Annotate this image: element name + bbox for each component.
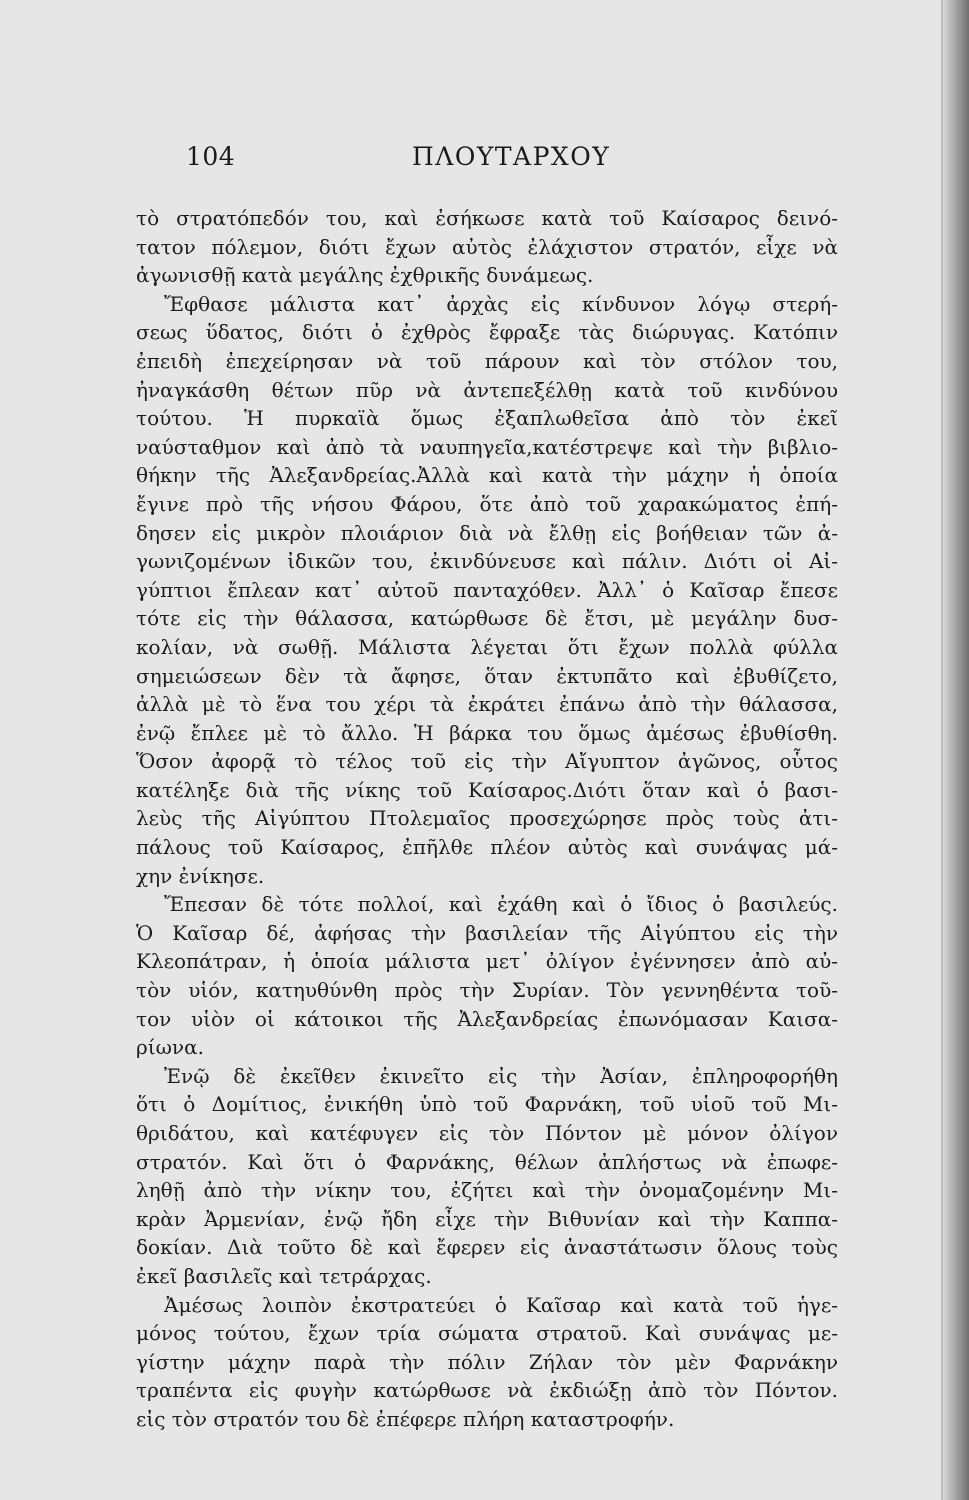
paragraph-2 — [136, 290, 838, 890]
text-line: πάλους τοῦ Καίσαρος, ἐπῆλθε πλέον αὐτὸς καὶ συνάψας μά- — [136, 835, 838, 860]
text-line: Ἐνῷ δὲ ἐκεῖθεν ἐκινεῖτο εἰς τὴν Ἀσίαν, ἐπληροφορήθη — [164, 1063, 838, 1088]
text-line: δησεν εἰς μικρὸν πλοιάριον διὰ νὰ ἔλθῃ εἰς βοήθειαν τῶν ἀ- — [136, 520, 838, 545]
text-line: στρατόν. Καὶ ὅτι ὁ Φαρνάκης, θέλων ἀπλήστως νὰ ἐπωφε- — [136, 1149, 838, 1174]
text-line: ρίωνα. — [136, 1035, 204, 1060]
page-header — [186, 142, 830, 182]
text-line: Ὅσον ἀφορᾷ τὸ τέλος τοῦ εἰς τὴν Αἴγυπτον ἀγῶνος, οὗτος — [136, 749, 838, 774]
body-text — [136, 204, 838, 1434]
text-line: ἀγωνισθῇ κατὰ μεγάλης ἐχθρικῆς δυνάμεως. — [136, 263, 594, 288]
page-edge-shadow — [943, 0, 969, 1500]
text-line: εἰς τὸν στρατόν του δὲ ἐπέφερε πλήρη καταστροφήν. — [136, 1406, 675, 1431]
text-line: γωνιζομένων ἰδικῶν του, ἐκινδύνευσε καὶ πάλιν. Διότι οἱ Αἰ- — [136, 549, 838, 574]
paragraph-5 — [136, 1291, 838, 1434]
text-line: Ἀμέσως λοιπὸν ἐκστρατεύει ὁ Καῖσαρ καὶ κατὰ τοῦ ἡγε- — [164, 1292, 838, 1317]
text-line: τούτου. Ἡ πυρκαϊὰ ὅμως ἐξαπλωθεῖσα ἀπὸ τὸν ἐκεῖ — [136, 406, 838, 431]
text-line: χην ἐνίκησε. — [136, 863, 265, 888]
text-line: θριδάτου, καὶ κατέφυγεν εἰς τὸν Πόντον μὲ μόνον ὀλίγον — [136, 1121, 838, 1145]
text-line: ναύσταθμον καὶ ἀπὸ τὰ ναυπηγεῖα,κατέστρεψε καὶ τὴν βιβλιο- — [136, 434, 838, 459]
text-line: τραπέντα εἰς φυγὴν κατώρθωσε νὰ ἐκδιώξῃ ἀπὸ τὸν Πόντον. — [136, 1378, 838, 1403]
paragraph-3 — [136, 890, 838, 1062]
text-line: ἔγινε πρὸ τῆς νήσου Φάρου, ὅτε ἀπὸ τοῦ χαρακώματος ἐπή- — [136, 491, 838, 516]
text-line: μόνος τούτου, ἔχων τρία σώματα στρατοῦ. Καὶ συνάψας με- — [136, 1321, 838, 1346]
text-line: τατον πόλεμον, διότι ἔχων αὐτὸς ἐλάχιστον στρατόν, εἶχε νὰ — [136, 234, 838, 259]
text-line: ἐπειδὴ ἐπεχείρησαν νὰ τοῦ πάρουν καὶ τὸν στόλον του, — [136, 348, 838, 373]
text-line: Ἔφθασε μάλιστα κατ᾽ ἀρχὰς εἰς κίνδυνον λόγῳ στερή- — [164, 291, 838, 316]
text-line: θήκην τῆς Ἀλεξανδρείας.Ἀλλὰ καὶ κατὰ τὴν μάχην ἡ ὁποία — [136, 463, 838, 488]
running-title: ΠΛΟΥΤΑΡΧΟΥ — [412, 142, 611, 171]
text-line: ὅτι ὁ Δομίτιος, ἐνικήθη ὑπὸ τοῦ Φαρνάκη, τοῦ υἱοῦ τοῦ Μι- — [136, 1092, 838, 1117]
text-line: τότε εἰς τὴν θάλασσα, κατώρθωσε δὲ ἔτσι, μὲ μεγάλην δυσ- — [136, 606, 838, 631]
text-line: γύπτιοι ἔπλεαν κατ᾽ αὐτοῦ πανταχόθεν. Ἀλλ᾽ ὁ Καῖσαρ ἔπεσε — [136, 577, 838, 602]
text-line: κολίαν, νὰ σωθῇ. Μάλιστα λέγεται ὅτι ἔχων πολλὰ φύλλα — [136, 634, 838, 659]
text-line: δοκίαν. Διὰ τοῦτο δὲ καὶ ἔφερεν εἰς ἀναστάτωσιν ὅλους τοὺς — [136, 1235, 838, 1260]
text-line: σεως ὕδατος, διότι ὁ ἐχθρὸς ἔφραξε τὰς διώρυγας. Κατόπιν — [136, 320, 838, 345]
text-line: ληθῇ ἀπὸ τὴν νίκην του, ἐζήτει καὶ τὴν ὀνομαζομένην Μι- — [136, 1178, 838, 1203]
text-line: ἐνῷ ἔπλεε μὲ τὸ ἄλλο. Ἡ βάρκα του ὅμως ἀμέσως ἐβυθίσθη. — [136, 720, 838, 745]
text-line: ἐκεῖ βασιλεῖς καὶ τετράρχας. — [136, 1263, 432, 1288]
text-line: σημειώσεων δὲν τὰ ἄφησε, ὅταν ἐκτυπᾶτο καὶ ἐβυθίζετο, — [136, 663, 838, 688]
text-line: ἀλλὰ μὲ τὸ ἕνα του χέρι τὰ ἐκράτει ἐπάνω ἀπὸ τὴν θάλασσα, — [136, 692, 838, 717]
text-line: τὸν υἱόν, κατηυθύνθη πρὸς τὴν Συρίαν. Τὸν γεννηθέντα τοῦ- — [136, 978, 838, 1003]
text-line: Κλεοπάτραν, ἡ ὁποία μάλιστα μετ᾽ ὀλίγον ἐγέννησεν ἀπὸ αὐ- — [136, 949, 838, 974]
text-line: κατέληξε διὰ τῆς νίκης τοῦ Καίσαρος.Διότι ὅταν καὶ ὁ βασι- — [136, 777, 838, 802]
text-line: Ὁ Καῖσαρ δέ, ἀφήσας τὴν βασιλείαν τῆς Αἰγύπτου εἰς τὴν — [136, 920, 838, 945]
paragraph-4 — [136, 1062, 838, 1291]
text-line: κρὰν Ἀρμενίαν, ἐνῷ ἤδη εἶχε τὴν Βιθυνίαν καὶ τὴν Καππα- — [136, 1206, 838, 1231]
text-line: τὸ στρατόπεδόν του, καὶ ἐσήκωσε κατὰ τοῦ Καίσαρος δεινό- — [136, 206, 838, 230]
text-line: τον υἱὸν οἱ κάτοικοι τῆς Ἀλεξανδρείας ἐπωνόμασαν Καισα- — [136, 1006, 838, 1031]
text-line: ἠναγκάσθη θέτων πῦρ νὰ ἀντεπεξέλθῃ κατὰ τοῦ κινδύνου — [136, 377, 838, 402]
text-line: Ἔπεσαν δὲ τότε πολλοί, καὶ ἐχάθη καὶ ὁ ἴδιος ὁ βασιλεύς. — [164, 892, 838, 917]
page-number: 104 — [186, 142, 236, 171]
text-line: γίστην μάχην παρὰ τὴν πόλιν Ζήλαν τὸν μὲν Φαρνάκην — [136, 1349, 838, 1374]
text-line: λεὺς τῆς Αἰγύπτου Πτολεμαῖος προσεχώρησε πρὸς τοὺς ἀτι- — [136, 806, 838, 831]
paragraph-1 — [136, 204, 838, 290]
